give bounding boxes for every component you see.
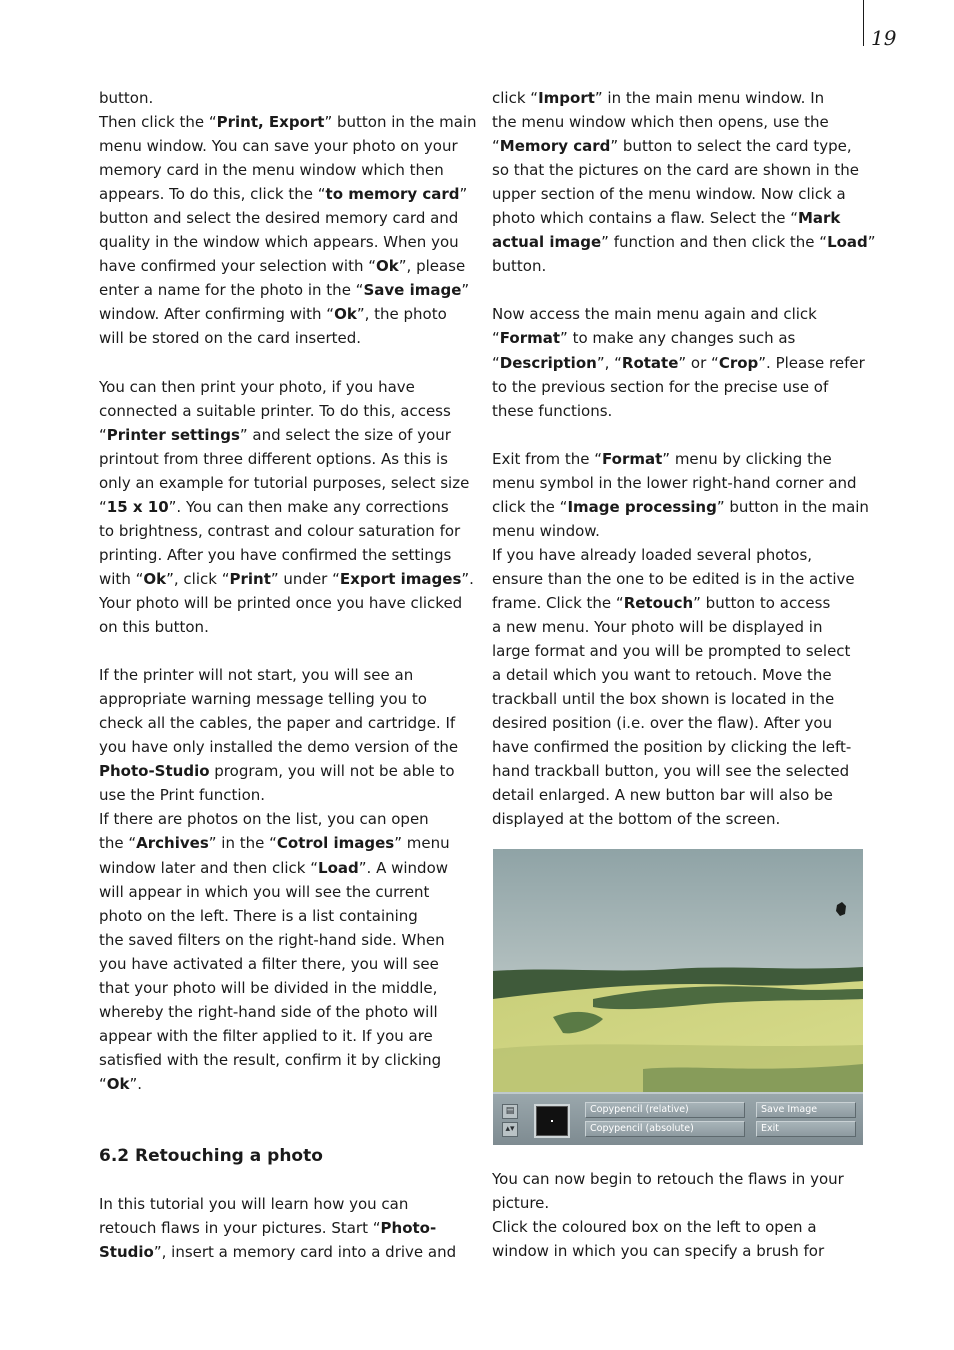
bold-term: Export images bbox=[339, 569, 462, 588]
copypencil-relative-button[interactable]: Copypencil (relative) bbox=[585, 1102, 745, 1118]
text-line bbox=[99, 687, 473, 711]
menu-icon[interactable]: ▤ bbox=[502, 1104, 518, 1119]
exit-button[interactable]: Exit bbox=[756, 1121, 856, 1137]
text-line bbox=[492, 206, 866, 230]
bold-term: Load bbox=[827, 233, 868, 252]
text-line bbox=[492, 1215, 866, 1239]
text-line bbox=[99, 615, 473, 639]
copypencil-absolute-button[interactable]: Copypencil (absolute) bbox=[585, 1121, 745, 1137]
text-run: displayed at the bottom of the screen. bbox=[492, 810, 781, 829]
bold-term: Image processing bbox=[567, 497, 717, 516]
text-run: these functions. bbox=[492, 401, 613, 420]
text-run: so that the pictures on the card are shown in the bbox=[492, 161, 859, 180]
text-line bbox=[99, 1240, 473, 1264]
text-run: ”, “ bbox=[596, 353, 622, 372]
text-line bbox=[492, 567, 866, 591]
text-line bbox=[99, 110, 477, 134]
text-run: ” button in the main bbox=[716, 497, 869, 516]
text-line bbox=[99, 206, 473, 230]
text-run: program, you will not be able to bbox=[209, 762, 455, 781]
retouch-screenshot bbox=[493, 849, 863, 1145]
paragraph-gap bbox=[99, 351, 473, 375]
text-line bbox=[492, 158, 866, 182]
text-line bbox=[492, 1191, 866, 1215]
page-number: 19 bbox=[871, 26, 897, 50]
text-run: hand trackball button, you will see the selected bbox=[492, 762, 850, 781]
right-column-bottom bbox=[492, 1167, 866, 1263]
text-line bbox=[99, 254, 473, 278]
text-run: Exit from the “ bbox=[492, 449, 603, 468]
text-line bbox=[492, 687, 866, 711]
text-run: photo on the left. There is a list containing bbox=[99, 906, 418, 925]
text-run: You can now begin to retouch the flaws in your bbox=[492, 1170, 844, 1188]
landscape-photo bbox=[493, 849, 863, 1092]
text-run: whereby the right-hand side of the photo will bbox=[99, 1002, 438, 1021]
paragraph-gap bbox=[492, 423, 866, 447]
text-line bbox=[99, 1216, 473, 1240]
text-run: satisfied with the result, confirm it by clicking bbox=[99, 1050, 442, 1069]
text-run: printout from three different options. As this is bbox=[99, 449, 448, 468]
text-run: ”. bbox=[461, 569, 474, 588]
bold-term: Load bbox=[318, 858, 359, 877]
text-line bbox=[99, 471, 473, 495]
left-column bbox=[99, 86, 477, 1264]
text-run: ” and select the size of your bbox=[239, 425, 451, 444]
text-line bbox=[492, 1239, 866, 1263]
text-run: If there are photos on the list, you can open bbox=[99, 810, 429, 829]
text-run: with “ bbox=[99, 569, 144, 588]
save-image-button[interactable]: Save Image bbox=[756, 1102, 856, 1118]
text-run: button. bbox=[99, 89, 154, 107]
text-run: You can then print your photo, if you have bbox=[99, 377, 415, 396]
text-line bbox=[492, 639, 866, 663]
bold-term: Crop bbox=[718, 353, 759, 372]
text-line bbox=[492, 1167, 866, 1191]
text-line bbox=[99, 591, 473, 615]
text-run: you have activated a filter there, you will see bbox=[99, 954, 439, 973]
text-run: appropriate warning message telling you to bbox=[99, 690, 427, 709]
text-run: Your photo will be printed once you have clicked bbox=[99, 593, 463, 612]
text-run: window in which you can specify a brush for bbox=[492, 1242, 825, 1261]
bold-term: Ok bbox=[143, 569, 167, 588]
text-line bbox=[99, 423, 473, 447]
bold-term: Print bbox=[229, 569, 271, 588]
text-run: click “ bbox=[492, 89, 539, 107]
text-line bbox=[99, 759, 473, 783]
text-run: upper section of the menu window. Now click a bbox=[492, 185, 846, 204]
text-run: will be stored on the card inserted. bbox=[99, 329, 362, 348]
text-line bbox=[99, 831, 473, 855]
text-run: have confirmed your selection with “ bbox=[99, 257, 377, 276]
scroll-arrows-icon[interactable]: ▴▾ bbox=[502, 1122, 518, 1137]
text-line bbox=[99, 134, 473, 158]
text-run: “ bbox=[492, 137, 500, 156]
text-run: ” bbox=[459, 185, 468, 204]
text-run: frame. Click the “ bbox=[492, 593, 624, 612]
text-run: use the Print function. bbox=[99, 786, 266, 805]
text-run: will appear in which you will see the current bbox=[99, 882, 430, 901]
text-run: printing. After you have confirmed the settings bbox=[99, 545, 452, 564]
bold-term: Rotate bbox=[621, 353, 679, 372]
page-number-rule bbox=[863, 0, 864, 46]
text-run: In this tutorial you will learn how you can bbox=[99, 1195, 409, 1214]
text-line bbox=[99, 663, 473, 687]
text-line bbox=[492, 375, 866, 399]
text-line bbox=[99, 735, 473, 759]
text-line bbox=[99, 447, 473, 471]
text-line bbox=[99, 567, 473, 591]
retouch-button-bar bbox=[493, 1092, 863, 1145]
text-run: appears. To do this, click the “ bbox=[99, 185, 326, 204]
text-line bbox=[492, 519, 866, 543]
text-run: menu symbol in the lower right-hand corner and bbox=[492, 473, 857, 492]
text-run: connected a suitable printer. To do this, access bbox=[99, 401, 451, 420]
text-line bbox=[99, 519, 473, 543]
text-line bbox=[99, 783, 473, 807]
text-line bbox=[492, 182, 866, 206]
text-run: ” button to access bbox=[693, 593, 831, 612]
text-run: ensure than the one to be edited is in the active bbox=[492, 569, 855, 588]
text-run: a new menu. Your photo will be displayed in bbox=[492, 618, 823, 637]
text-line bbox=[99, 326, 473, 350]
text-run: you have only installed the demo version of the bbox=[99, 738, 459, 757]
text-run: Click the coloured box on the left to open a bbox=[492, 1218, 817, 1237]
text-run: the “ bbox=[99, 834, 137, 853]
paragraph-gap bbox=[492, 278, 866, 302]
bold-term: Studio bbox=[99, 1243, 154, 1262]
text-run: “ bbox=[99, 425, 107, 444]
text-line bbox=[99, 1192, 473, 1216]
text-run: ”. Please refer bbox=[758, 353, 865, 372]
bold-term: Mark bbox=[797, 209, 841, 228]
text-run: ”, click “ bbox=[166, 569, 230, 588]
text-run: “ bbox=[99, 497, 107, 516]
bold-term: Memory card bbox=[499, 137, 611, 156]
text-line bbox=[492, 807, 866, 831]
text-line bbox=[99, 952, 473, 976]
text-run: button. bbox=[492, 257, 547, 276]
text-line bbox=[492, 471, 866, 495]
bold-term: Printer settings bbox=[106, 425, 240, 444]
text-line bbox=[99, 711, 473, 735]
brush-color-box[interactable] bbox=[534, 1104, 570, 1138]
text-run: retouch flaws in your pictures. Start “ bbox=[99, 1219, 381, 1238]
text-run: If the printer will not start, you will see an bbox=[99, 666, 414, 685]
text-line bbox=[492, 230, 876, 254]
text-run: ” button to select the card type, bbox=[610, 137, 852, 156]
text-run: memory card in the menu window which then bbox=[99, 161, 444, 180]
text-run: only an example for tutorial purposes, select size bbox=[99, 473, 470, 492]
text-line bbox=[99, 856, 473, 880]
text-line bbox=[492, 495, 869, 519]
text-run: appear with the filter applied to it. If you are bbox=[99, 1026, 433, 1045]
bold-term: Description bbox=[499, 353, 597, 372]
bold-term: actual image bbox=[492, 233, 602, 252]
text-line bbox=[492, 663, 866, 687]
text-line bbox=[99, 976, 473, 1000]
text-line bbox=[492, 326, 866, 350]
paragraph-gap bbox=[99, 639, 473, 663]
text-line bbox=[492, 254, 866, 278]
text-run: large format and you will be prompted to select bbox=[492, 642, 851, 661]
text-line bbox=[492, 711, 866, 735]
text-run: “ bbox=[492, 353, 500, 372]
text-run: ” menu bbox=[394, 834, 450, 853]
text-line bbox=[99, 1024, 473, 1048]
text-run: ” function and then click the “ bbox=[601, 233, 828, 252]
text-line bbox=[492, 351, 866, 375]
text-line bbox=[492, 447, 866, 471]
text-run: “ bbox=[99, 1074, 107, 1093]
text-run: trackball until the box shown is located in the bbox=[492, 690, 835, 709]
text-run: “ bbox=[492, 329, 500, 348]
bold-term: Format bbox=[602, 449, 663, 468]
text-line bbox=[99, 807, 473, 831]
paragraph-gap bbox=[99, 1096, 473, 1120]
text-run: quality in the window which appears. When you bbox=[99, 233, 459, 252]
text-line bbox=[492, 759, 866, 783]
text-line bbox=[99, 880, 473, 904]
text-run: window. After confirming with “ bbox=[99, 305, 335, 324]
text-run: menu window. bbox=[492, 521, 600, 540]
text-run: have confirmed the position by clicking the left- bbox=[492, 738, 852, 757]
bold-term: Print, Export bbox=[216, 113, 325, 132]
text-line bbox=[492, 543, 866, 567]
bold-term: Photo- bbox=[380, 1219, 437, 1238]
text-line bbox=[99, 375, 473, 399]
text-run: ” in the main menu window. In bbox=[594, 89, 825, 107]
bold-term: Ok bbox=[376, 257, 399, 276]
bold-term: Save image bbox=[363, 281, 462, 300]
text-run: ” bbox=[867, 233, 876, 252]
text-line bbox=[492, 735, 866, 759]
bold-term: Format bbox=[499, 329, 561, 348]
text-run: photo which contains a flaw. Select the “ bbox=[492, 209, 798, 228]
text-line bbox=[99, 158, 473, 182]
text-line bbox=[492, 591, 866, 615]
text-run: picture. bbox=[492, 1194, 550, 1213]
text-run: ” bbox=[461, 281, 470, 300]
text-run: Now access the main menu again and click bbox=[492, 305, 817, 324]
text-run: detail enlarged. A new button bar will also be bbox=[492, 786, 833, 805]
text-run: ”, insert a memory card into a drive and bbox=[153, 1243, 457, 1262]
text-line bbox=[492, 134, 866, 158]
text-run: window later and then click “ bbox=[99, 858, 319, 877]
text-run: ” to make any changes such as bbox=[560, 329, 796, 348]
text-line bbox=[492, 86, 866, 110]
text-line bbox=[492, 615, 866, 639]
text-line bbox=[99, 904, 473, 928]
text-line bbox=[99, 495, 473, 519]
right-column-top bbox=[492, 86, 876, 831]
text-line bbox=[99, 1048, 473, 1072]
text-run: that your photo will be divided in the middle, bbox=[99, 978, 438, 997]
text-run: ”, the photo bbox=[356, 305, 447, 324]
text-line bbox=[99, 928, 473, 952]
bold-term: to memory card bbox=[325, 185, 460, 204]
bold-term: 15 x 10 bbox=[106, 497, 169, 516]
text-line bbox=[492, 783, 866, 807]
text-run: to the previous section for the precise use of bbox=[492, 377, 829, 396]
text-run: to brightness, contrast and colour saturation for bbox=[99, 521, 461, 540]
text-line bbox=[492, 110, 866, 134]
bold-term: Archives bbox=[136, 834, 209, 853]
text-run: desired position (i.e. over the flaw). After you bbox=[492, 714, 833, 733]
text-line bbox=[99, 182, 473, 206]
text-run: ” or “ bbox=[678, 353, 719, 372]
text-run: a detail which you want to retouch. Move the bbox=[492, 666, 832, 685]
text-run: ”. A window bbox=[358, 858, 449, 877]
text-run: click the “ bbox=[492, 497, 568, 516]
text-line bbox=[99, 1072, 473, 1096]
text-run: button and select the desired memory card and bbox=[99, 209, 459, 228]
paragraph-gap bbox=[99, 1168, 473, 1192]
text-line bbox=[99, 230, 473, 254]
text-run: ” button in the main bbox=[324, 113, 477, 132]
text-run: ” under “ bbox=[270, 569, 340, 588]
text-run: Then click the “ bbox=[99, 113, 217, 132]
text-line bbox=[99, 278, 473, 302]
text-run: menu window. You can save your photo on your bbox=[99, 137, 458, 156]
text-line bbox=[99, 543, 473, 567]
bold-term: Retouch bbox=[623, 593, 694, 612]
text-line bbox=[99, 86, 473, 110]
text-run: check all the cables, the paper and cartridge. If bbox=[99, 714, 456, 733]
text-line bbox=[99, 302, 473, 326]
bold-term: Ok bbox=[106, 1074, 130, 1093]
text-run: ” in the “ bbox=[208, 834, 277, 853]
text-run: If you have already loaded several photos, bbox=[492, 545, 813, 564]
bold-term: Import bbox=[538, 89, 595, 107]
text-run: on this button. bbox=[99, 618, 209, 637]
text-run: the menu window which then opens, use the bbox=[492, 113, 829, 132]
bold-term: Photo-Studio bbox=[99, 762, 210, 781]
bold-term: Cotrol images bbox=[276, 834, 395, 853]
text-run: enter a name for the photo in the “ bbox=[99, 281, 364, 300]
bold-term: Ok bbox=[334, 305, 357, 324]
text-line bbox=[492, 399, 866, 423]
text-run: ”, please bbox=[398, 257, 466, 276]
paragraph-gap bbox=[99, 1120, 473, 1144]
text-run: ”. bbox=[129, 1074, 143, 1093]
text-run: ”. You can then make any corrections bbox=[168, 497, 449, 516]
text-line bbox=[99, 399, 473, 423]
text-run: ” menu by clicking the bbox=[662, 449, 832, 468]
text-line bbox=[99, 1000, 473, 1024]
section-heading: 6.2 Retouching a photo bbox=[99, 1146, 323, 1167]
text-line bbox=[492, 302, 866, 326]
text-run: the saved filters on the right-hand side. When bbox=[99, 930, 445, 949]
